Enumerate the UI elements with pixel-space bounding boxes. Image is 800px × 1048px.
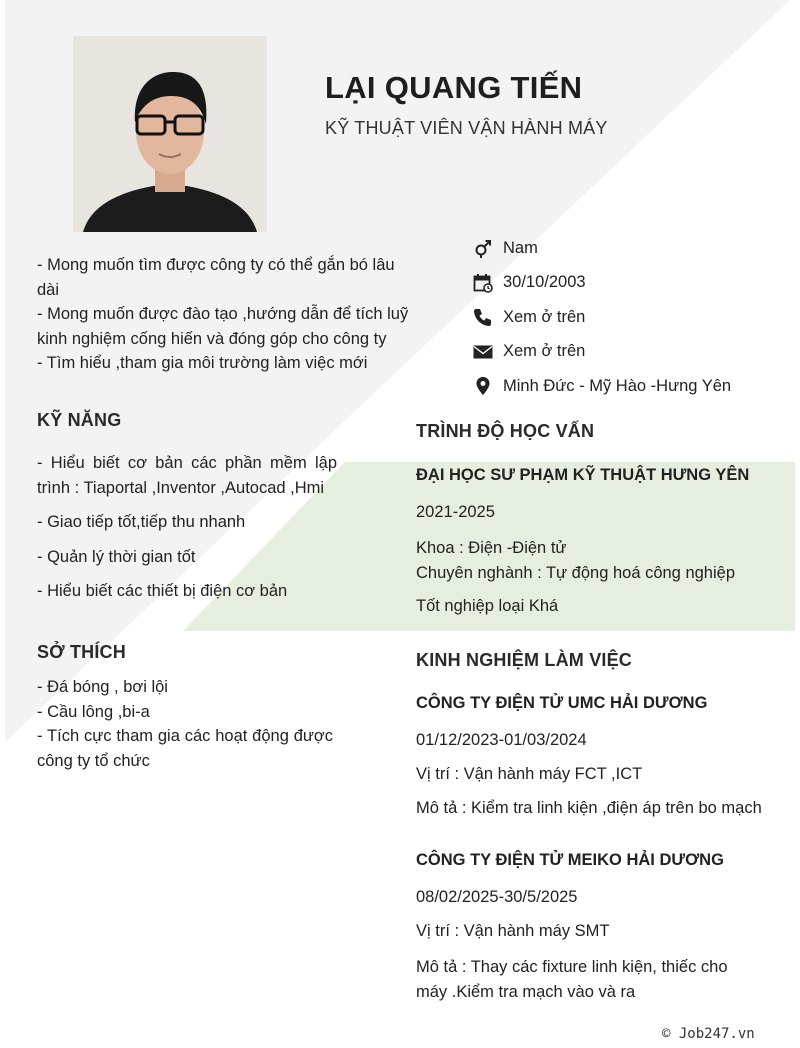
job-entry xyxy=(416,694,786,818)
job-period: 08/02/2025-30/5/2025 xyxy=(416,888,578,906)
hobbies-heading: SỞ THÍCH xyxy=(37,642,126,662)
hobby-item: - Tích cực tham gia các hoạt động được công ty tổ chức xyxy=(37,727,333,770)
location-pin-icon xyxy=(472,375,494,397)
contact-address xyxy=(472,369,731,404)
birthday-value: 30/10/2003 xyxy=(503,273,586,292)
address-value: Minh Đức - Mỹ Hào -Hưng Yên xyxy=(503,376,732,395)
education-period: 2021-2025 xyxy=(416,503,495,521)
job-description: Mô tả : Thay các fixture linh kiện, thiếc cho máy .Kiểm tra mạch vào và ra xyxy=(416,958,728,1001)
email-value: Xem ở trên xyxy=(503,342,586,361)
objective-line: - Tìm hiểu ,tham gia môi trường làm việc mới xyxy=(37,354,368,372)
skills-heading: KỸ NĂNG xyxy=(37,410,122,430)
job-description: Mô tả : Kiểm tra linh kiện ,điện áp trên bo mạch xyxy=(416,799,762,817)
education-grade: Tốt nghiệp loại Khá xyxy=(416,597,559,615)
job-position: Vị trí : Vận hành máy SMT xyxy=(416,922,610,940)
phone-icon xyxy=(472,306,494,328)
experience-section xyxy=(416,694,786,1004)
job-title: KỸ THUẬT VIÊN VẬN HÀNH MÁY xyxy=(325,118,608,138)
education-major: Chuyên nghành : Tự động hoá công nghiệp xyxy=(416,563,735,582)
contact-gender xyxy=(472,231,731,266)
email-icon xyxy=(472,341,494,363)
contact-birthday xyxy=(472,266,731,301)
profile-photo xyxy=(73,36,267,232)
hobby-item: - Đá bóng , bơi lội xyxy=(37,678,168,696)
education-faculty: Khoa : Điện -Điện tử xyxy=(416,539,567,557)
skill-item: - Hiểu biết các thiết bị điện cơ bản xyxy=(37,582,288,600)
objective-line: - Mong muốn được đào tạo ,hướng dẫn để tích luỹ kinh nghiệm cống hiến và đóng góp cho công ty xyxy=(37,305,409,348)
job-period: 01/12/2023-01/03/2024 xyxy=(416,731,587,749)
contact-info xyxy=(472,231,731,404)
career-objective xyxy=(37,253,412,376)
skill-item: - Giao tiếp tốt,tiếp thu nhanh xyxy=(37,513,246,531)
school-name: ĐẠI HỌC SƯ PHẠM KỸ THUẬT HƯNG YÊN xyxy=(416,466,750,484)
gender-icon xyxy=(472,237,494,259)
phone-value: Xem ở trên xyxy=(503,307,586,326)
education-section xyxy=(416,466,786,616)
company-name: CÔNG TY ĐIỆN TỬ UMC HẢI DƯƠNG xyxy=(416,694,708,712)
footer-copyright: © Job247.vn xyxy=(662,1026,755,1042)
job-position: Vị trí : Vận hành máy FCT ,ICT xyxy=(416,765,643,783)
job-entry xyxy=(416,851,786,1004)
skills-list xyxy=(37,451,337,614)
calendar-icon xyxy=(472,272,494,294)
education-heading: TRÌNH ĐỘ HỌC VẤN xyxy=(416,421,595,441)
candidate-name: LẠI QUANG TIẾN xyxy=(325,70,583,105)
hobbies-list xyxy=(37,675,333,773)
skill-item: - Quản lý thời gian tốt xyxy=(37,547,196,566)
contact-email xyxy=(472,335,731,370)
gender-value: Nam xyxy=(503,238,538,257)
objective-line: - Mong muốn tìm được công ty có thể gắn bó lâu dài xyxy=(37,256,395,299)
company-name: CÔNG TY ĐIỆN TỬ MEIKO HẢI DƯƠNG xyxy=(416,851,724,869)
experience-heading: KINH NGHIỆM LÀM VIỆC xyxy=(416,650,633,670)
hobby-item: - Cầu lông ,bi-a xyxy=(37,702,150,721)
skill-item: - Hiểu biết cơ bản các phần mềm lập trình : Tiaportal ,Inventor ,Autocad ,Hmi xyxy=(37,454,337,497)
contact-phone xyxy=(472,300,731,335)
